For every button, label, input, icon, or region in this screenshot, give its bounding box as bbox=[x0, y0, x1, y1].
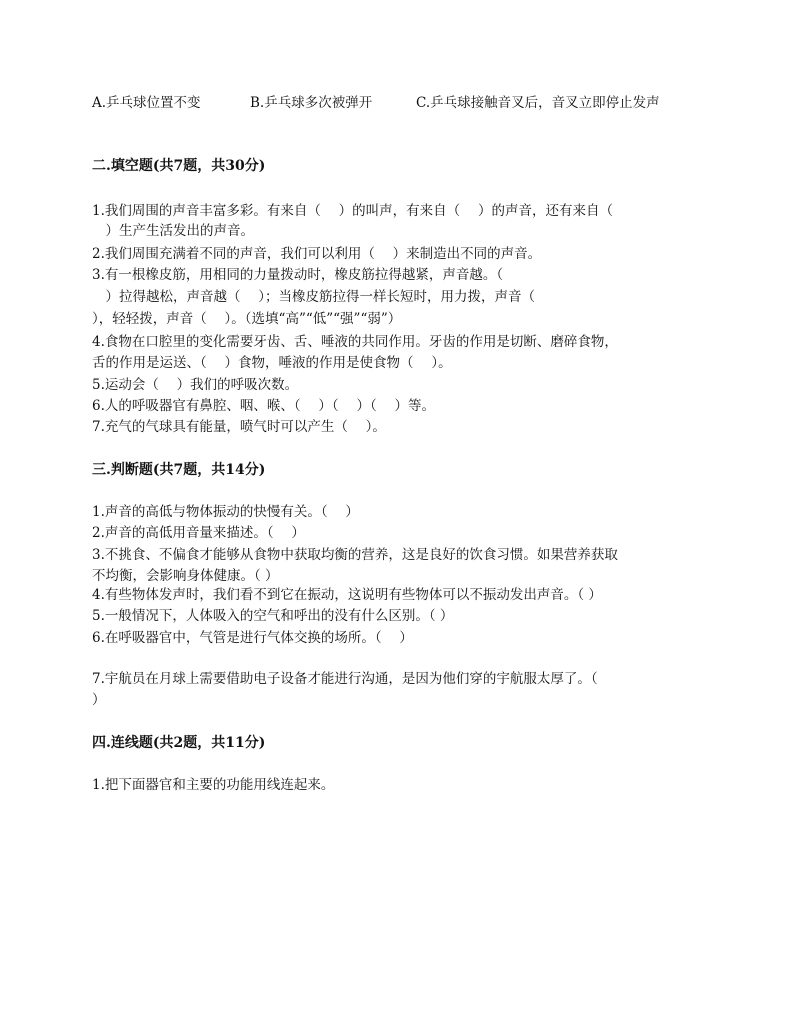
question-line: 3.不挑食、不偏食才能够从食物中获取均衡的营养，这是良好的饮食习惯。如果营养获取 bbox=[92, 547, 618, 563]
question-line: 4.食物在口腔里的变化需要牙齿、舌、唾液的共同作用。牙齿的作用是切断、磨碎食物， bbox=[92, 334, 618, 350]
section-heading-fill: 二.填空题(共7题，共30分) bbox=[92, 158, 266, 174]
question-line: ） bbox=[92, 692, 106, 708]
question-line: 4.有些物体发声时，我们看不到它在振动，这说明有些物体可以不振动发出声音。（ ） bbox=[92, 587, 602, 603]
question-line: 3.有一根橡皮筋，用相同的力量拨动时，橡皮筋拉得越紧，声音越。（ bbox=[92, 267, 504, 283]
question-line: ）生产生活发出的声音。 bbox=[92, 223, 254, 239]
option-b: B.乒乓球多次被弹开 bbox=[250, 95, 373, 111]
section-heading-match: 四.连线题(共2题，共11分) bbox=[92, 735, 266, 751]
question-line: 舌的作用是运送、（ ）食物，唾液的作用是使食物（ ）。 bbox=[92, 355, 452, 371]
option-c: C.乒乓球接触音叉后，音叉立即停止发声 bbox=[416, 95, 660, 111]
question-line: ），轻轻拨，声音（ ）。（选填“高”“低”“强”“弱”） bbox=[92, 311, 402, 327]
answer-options bbox=[92, 93, 712, 113]
question-line: 7.充气的气球具有能量，喷气时可以产生（ ）。 bbox=[92, 419, 386, 435]
question-line: 7.宇航员在月球上需要借助电子设备才能进行沟通，是因为他们穿的宇航服太厚了。（ bbox=[92, 671, 598, 687]
question-line: 1.我们周围的声音丰富多彩。有来自（ ）的叫声，有来自（ ）的声音，还有来自（ bbox=[92, 203, 613, 219]
question-line: ）拉得越松，声音越（ ）；当橡皮筋拉得一样长短时，用力拨，声音（ bbox=[92, 289, 536, 305]
question-line: 2.我们周围充满着不同的声音，我们可以利用（ ）来制造出不同的声音。 bbox=[92, 246, 542, 262]
question-line: 5.运动会（ ）我们的呼吸次数。 bbox=[92, 377, 299, 393]
question-line: 6.人的呼吸器官有鼻腔、咽、喉、（ ）（ ）（ ）等。 bbox=[92, 398, 436, 414]
section-heading-judge: 三.判断题(共7题，共14分) bbox=[92, 462, 266, 478]
option-a: A.乒乓球位置不变 bbox=[92, 95, 201, 111]
question-line: 6.在呼吸器官中，气管是进行气体交换的场所。（ ） bbox=[92, 630, 413, 646]
question-line: 5.一般情况下，人体吸入的空气和呼出的没有什么区别。（ ） bbox=[92, 608, 454, 624]
question-line: 2.声音的高低用音量来描述。（ ） bbox=[92, 525, 305, 541]
question-line: 1.声音的高低与物体振动的快慢有关。（ ） bbox=[92, 504, 359, 520]
question-line: 1.把下面器官和主要的功能用线连起来。 bbox=[92, 777, 335, 793]
question-line: 不均衡，会影响身体健康。（ ） bbox=[92, 568, 279, 584]
